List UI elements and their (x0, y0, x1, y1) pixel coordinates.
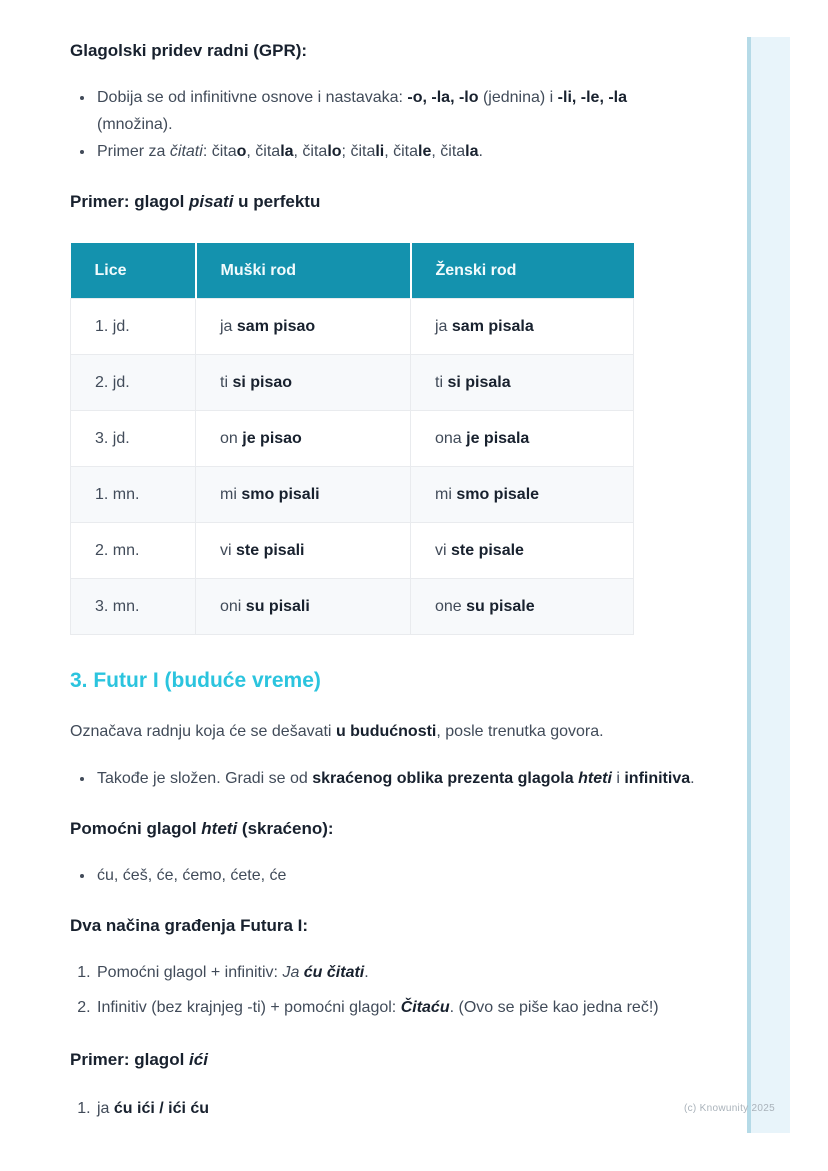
futur-bullet-list (70, 765, 707, 792)
table-cell: oni su pisali (196, 579, 411, 635)
futur-intro-paragraph: Označava radnju koja će se dešavati u budućnosti, posle trenutka govora. (70, 723, 604, 740)
list-item: 1. Pomoćni glagol + infinitiv: Ja ću čitati. (95, 959, 707, 986)
table-row (71, 299, 634, 355)
column-header-muski-rod: Muški rod (196, 243, 411, 299)
heading-pomocni-glagol: Pomoćni glagol hteti (skraćeno): (70, 819, 334, 838)
heading-primer-pisati: Primer: glagol pisati u perfektu (70, 192, 321, 211)
section-heading-futur: 3. Futur I (buduće vreme) (70, 669, 321, 692)
table-row (71, 523, 634, 579)
table-cell: 3. jd. (71, 411, 196, 467)
column-header-lice: Lice (71, 243, 196, 299)
copyright-watermark: (c) Knowunity 2025 (683, 1103, 775, 1114)
heading-dva-nacina: Dva načina građenja Futura I: (70, 916, 309, 935)
table-cell: on je pisao (196, 411, 411, 467)
table-cell: one su pisale (411, 579, 634, 635)
list-item: 2. Infinitiv (bez krajnjeg -ti) + pomoćni glagol: Čitaću. (Ovo se piše kao jedna reč!) (95, 994, 707, 1021)
table-cell: 3. mn. (71, 579, 196, 635)
ici-example-list (70, 1095, 707, 1122)
table-cell: ti si pisala (411, 355, 634, 411)
table-header (71, 243, 634, 299)
list-item: • ću, ćeš, će, ćemo, ćete, će (95, 862, 707, 889)
table-row (71, 411, 634, 467)
conjugation-table (70, 243, 634, 635)
table-cell: ti si pisao (196, 355, 411, 411)
table-cell: vi ste pisali (196, 523, 411, 579)
futur-building-list (70, 959, 707, 1021)
list-item: 1. ja ću ići / ići ću (95, 1095, 707, 1122)
table-cell: mi smo pisali (196, 467, 411, 523)
table-cell: 2. jd. (71, 355, 196, 411)
table-cell: ja sam pisao (196, 299, 411, 355)
heading-primer-ici: Primer: glagol ići (70, 1050, 208, 1069)
table-cell: mi smo pisale (411, 467, 634, 523)
table-cell: ja sam pisala (411, 299, 634, 355)
table-cell: ona je pisala (411, 411, 634, 467)
table-row (71, 467, 634, 523)
table-header-row (71, 243, 634, 299)
list-item: • Dobija se od infinitivne osnove i nastavaka: -o, -la, -lo (jednina) i -li, -le, -la (množina). (95, 84, 707, 138)
table-cell: vi ste pisale (411, 523, 634, 579)
table-row (71, 579, 634, 635)
heading-gpr: Glagolski pridev radni (GPR): (70, 41, 308, 60)
table-cell: 2. mn. (71, 523, 196, 579)
table-cell: 1. jd. (71, 299, 196, 355)
list-item: • Primer za čitati: čitao, čitala, čitalo; čitali, čitale, čitala. (95, 138, 707, 165)
list-item: • Takođe je složen. Gradi se od skraćenog oblika prezenta glagola hteti i infinitiva. (95, 765, 707, 792)
column-header-zenski-rod: Ženski rod (411, 243, 634, 299)
table-row (71, 355, 634, 411)
table-cell: 1. mn. (71, 467, 196, 523)
hteti-forms-list (70, 862, 707, 889)
gpr-bullet-list (70, 84, 707, 165)
